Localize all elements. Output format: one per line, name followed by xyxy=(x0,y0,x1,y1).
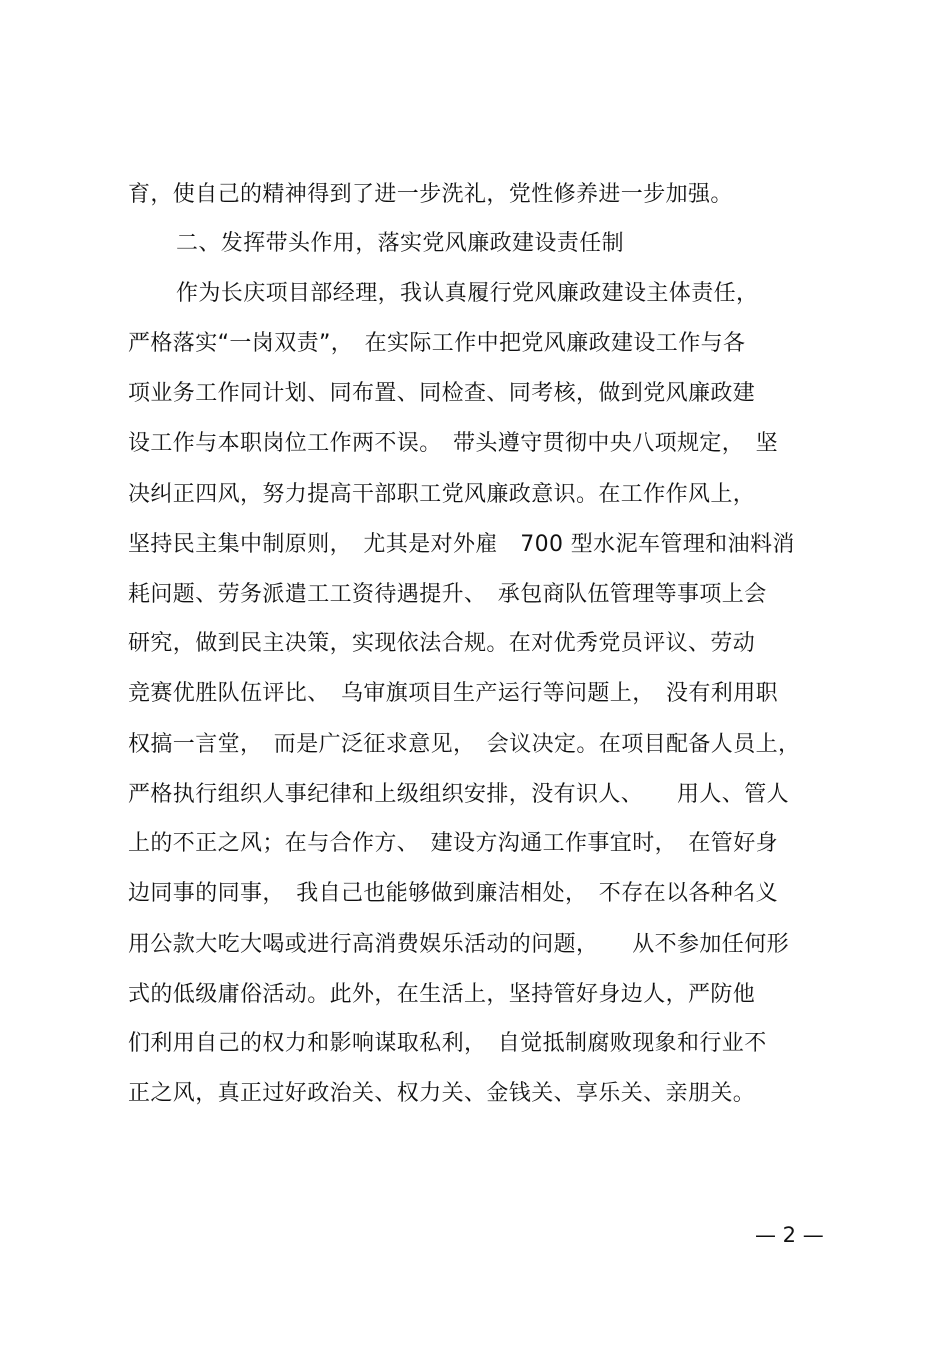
section-heading: 二、发挥带头作用，落实党风廉政建设责任制 xyxy=(176,231,625,256)
paragraph-line: 研究，做到民主决策，实现依法合规。在对优秀党员评议、劳动 xyxy=(128,631,756,656)
paragraph-line: 坚持民主集中制原则， 尤其是对外雇 700 型水泥车管理和油料消 xyxy=(128,532,795,557)
paragraph-line: 决纠正四风，努力提高干部职工党风廉政意识。在工作作风上， xyxy=(128,482,756,507)
paragraph-line: 育，使自己的精神得到了进一步洗礼，党性修养进一步加强。 xyxy=(128,182,733,207)
paragraph-line: 严格执行组织人事纪律和上级组织安排，没有识人、 用人、管人 xyxy=(128,782,790,807)
paragraph-line: 作为长庆项目部经理，我认真履行党风廉政建设主体责任， xyxy=(176,281,759,306)
paragraph-line: 耗问题、劳务派遣工工资待遇提升、 承包商队伍管理等事项上会 xyxy=(128,582,767,607)
paragraph-line: 们利用自己的权力和影响谋取私利， 自觉抵制腐败现象和行业不 xyxy=(128,1031,767,1056)
paragraph-line: 用公款大吃大喝或进行高消费娱乐活动的问题， 从不参加任何形 xyxy=(128,932,790,957)
paragraph-line: 边同事的同事， 我自己也能够做到廉洁相处， 不存在以各种名义 xyxy=(128,881,779,906)
paragraph-line: 上的不正之风；在与合作方、 建设方沟通工作事宜时， 在管好身 xyxy=(128,831,779,856)
paragraph-line: 设工作与本职岗位工作两不误。 带头遵守贯彻中央八项规定， 坚 xyxy=(128,431,779,456)
paragraph-line: 正之风，真正过好政治关、权力关、金钱关、享乐关、亲朋关。 xyxy=(128,1081,756,1106)
paragraph-line: 项业务工作同计划、同布置、同检查、同考核，做到党风廉政建 xyxy=(128,381,756,406)
paragraph-line: 竞赛优胜队伍评比、 乌审旗项目生产运行等问题上， 没有利用职 xyxy=(128,681,779,706)
paragraph-line: 严格落实“一岗双责”， 在实际工作中把党风廉政建设工作与各 xyxy=(128,331,746,356)
paragraph-line: 式的低级庸俗活动。此外，在生活上，坚持管好身边人，严防他 xyxy=(128,982,756,1007)
page-number: — 2 — xyxy=(755,1223,824,1247)
paragraph-line: 权搞一言堂， 而是广泛征求意见， 会议决定。在项目配备人员上， xyxy=(128,732,801,757)
